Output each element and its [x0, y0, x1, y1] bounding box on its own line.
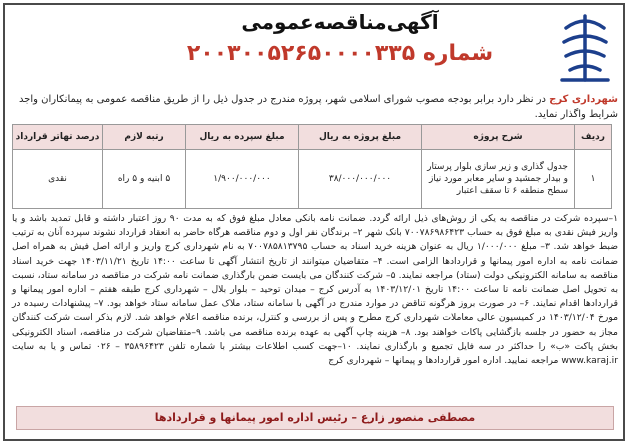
- table-row: [13, 150, 612, 209]
- cell-description: جدول گذاری و زیر سازی بلوار پرستار و بیدار جمشید و سایر معابر مورد نیاز سطح منطقه ۶ تا سقف اعتبار: [422, 150, 575, 209]
- conditions-text: ۱–سپرده شرکت در مناقصه به یکی از روش‌های ذیل ارائه گردد. ضمانت نامه بانکی معادل مبلغ فوق که به مدت ۹۰ روز اعتبار داشته و قابل تمدید باشد و یا واریز فیش نقدی به مبلغ فوق به حساب ۷۰۰۷۸۶۹۸۶۴۲۳ بانک شهر ۲– برندگان نفر اول و دوم مناقصه هرگاه حاضر به انعقاد قرارداد نشوند سپرده آنان به ترتیب ضبط خواهد شد. ۳– مبلغ ۱/۰۰۰/۰۰۰ ریال به عنوان هزینه خرید اسناد به حساب ۷۰۰۷۸۵۸۱۳۷۹۵ به نام شهرداری کرج واریز و ارائه اصل فیش به همراه اصل ضمانت نامه به اداره امور پیمانها و قراردادها الزامی است. ۴– متقاضیان میتوانند از تاریخ انتشار آگهی تا ساعت ۱۴:۰۰ تاریخ ۱۴۰۳/۱۱/۲۱ جهت خرید اسناد مناقصه به سامانه الکترونیکی دولت (ستاد) مراجعه نمایند. ۵– شرکت کنندگان می بایست ضمن بارگذاری ضمانت نامه شرکت در مناقصه در سامانه ستاد، نسبت به تحویل اصل ضمانت نامه تا ساعت ۱۴:۰۰ تاریخ ۱۴۰۳/۱۲/۰۱ به آدرس کرج – میدان توحید – بلوار بلال – شهرداری کرج طبقه هفتم – اداره امور پیمانها و قراردادها اقدام نمایند. ۶– در صورت بروز هرگونه تناقض در موارد مندرج در آگهی با سامانه ستاد، ملاک عمل سامانه ستاد خواهد بود. ۷– پیشنهادات رسیده در مورخ ۱۴۰۳/۱۲/۰۴ در کمیسیون عالی معاملات شهرداری کرج مطرح و پس از بررسی و کنترل، برنده مناقصه اعلام خواهد شد. لازم بذکر است شرکت کنندگان مجاز به حضور در جلسه بازگشایی پاکات خواهند بود. ۸– هزینه چاپ آگهی به عهده برنده مناقصه می باشد. ۹–متقاضیان شرکت در مناقصه، اسناد الکترونیکی بخش پاکت «ب» را حداکثر در سه فایل تجمیع و بارگذاری نمایند. ۱۰–جهت کسب اطلاعات بیشتر با شماره تلفن ۳۵۸۹۶۴۲۳ – ۰۲۶ تماس و یا به سایت www.karaj.ir مراجعه نمایید. اداره امور قراردادها و پیمانها – شهرداری کرج: [12, 213, 618, 367]
- intro-org: شهرداری کرج: [549, 94, 618, 105]
- header-project-amount: مبلغ پروژه به ریال: [299, 125, 422, 150]
- tender-table: [12, 124, 612, 209]
- header-description: شرح پروژه: [422, 125, 575, 150]
- header-offset-percent: درصد تهاتر قرارداد: [13, 125, 103, 150]
- notice-header: [130, 4, 550, 84]
- cell-grade: ۵ ابنیه و ۵ راه: [103, 150, 186, 209]
- table-header-row: [13, 125, 612, 150]
- intro-paragraph: [12, 92, 618, 122]
- emblem-svg: [554, 10, 616, 86]
- cell-project-amount: ۳۸/۰۰۰/۰۰۰/۰۰۰: [299, 150, 422, 209]
- notice-number: شماره ۲۰۰۳۰۰۵۲۶۵۰۰۰۰۳۳۵: [186, 41, 494, 66]
- intro-text: در نظر دارد برابر بودجه مصوب شورای اسلامی شهر، پروژه مندرج در جدول ذیل را از طریق مناقصه عمومی به پیمانکاران واجد شرایط واگذار نماید.: [18, 94, 618, 120]
- cell-deposit-amount: ۱/۹۰۰/۰۰۰/۰۰۰: [186, 150, 299, 209]
- header-deposit-amount: مبلغ سپرده به ریال: [186, 125, 299, 150]
- header-index: ردیف: [575, 125, 612, 150]
- cell-index: ۱: [575, 150, 612, 209]
- cell-offset-percent: نقدی: [13, 150, 103, 209]
- signature-footer: مصطفی منصور زارع – رئیس اداره امور پیمانها و قراردادها: [16, 406, 614, 430]
- header-grade: رتبه لازم: [103, 125, 186, 150]
- karaj-municipality-emblem-icon: [554, 10, 616, 86]
- notice-title: آگهی‌مناقصه‌عمومی: [241, 10, 439, 34]
